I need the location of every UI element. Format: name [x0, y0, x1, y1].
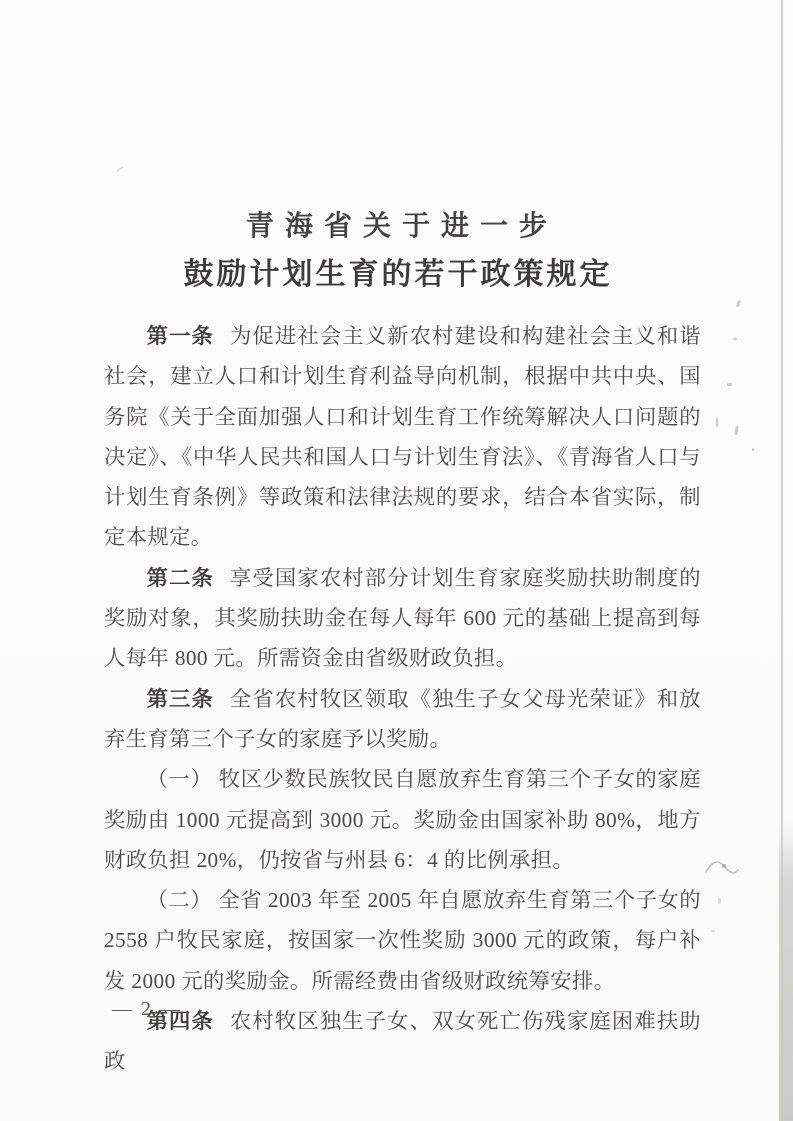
item-2-text: 全省 2003 年至 2005 年自愿放弃生育第三个子女的 2558 户牧民家庭，按国家一次性奖励 3000 元的政策，每户补发 2000 元的奖励金。所需经费由省级财政统筹安排。 — [104, 888, 702, 993]
page-number: — 2 — — [112, 998, 182, 1020]
item-2-paragraph — [104, 880, 701, 1001]
scan-speck — [716, 418, 718, 427]
article-2-paragraph — [104, 558, 701, 679]
article-1-label: 第一条 — [146, 324, 214, 348]
article-3-label: 第三条 — [146, 686, 214, 711]
scan-speck — [752, 448, 754, 451]
item-1-label: （一） — [146, 767, 213, 792]
scan-speck — [734, 426, 738, 435]
article-3-paragraph — [104, 679, 701, 760]
document-title-line2: 鼓励计划生育的若干政策规定 — [183, 258, 613, 291]
scan-edge-shadow — [779, 820, 793, 1121]
item-1-text: 牧区少数民族牧民自愿放弃生育第三个子女的家庭奖励由 1000 元提高到 3000 元。奖励金由国家补助 80%，地方财政负担 20%，仍按省与州县 6：4 的比例承担。 — [104, 767, 701, 872]
item-2-label: （二） — [146, 888, 213, 913]
scan-speck — [733, 338, 737, 340]
article-4-label: 第四条 — [146, 1009, 214, 1034]
article-2-label: 第二条 — [146, 565, 214, 590]
scan-speck — [718, 898, 721, 904]
scan-speck — [736, 300, 741, 308]
scan-speck — [727, 383, 732, 387]
article-2-text: 享受国家农村部分计划生育家庭奖励扶助制度的奖励对象，其奖励扶助金在每人每年 600 元的基础上提高到每人每年 800 元。所需资金由省级财政负担。 — [104, 565, 701, 671]
article-1-text: 为促进社会主义新农村建设和构建社会主义和谐社会，建立人口和计划生育利益导向机制，根据中共中央、国务院《关于全面加强人口和计划生育工作统筹解决人口问题的决定》、《中华人民共和国人口与计划生育法》、《青海省人口与计划生育条例》等政策和法律法规的要求，结合本省实际，制定本规定。 — [104, 324, 701, 550]
document-title-line1: 青海省关于进一步 — [245, 211, 558, 242]
document-body — [104, 316, 701, 1082]
article-1-paragraph — [104, 316, 701, 558]
scan-speck — [711, 930, 715, 932]
scan-speck — [116, 166, 124, 172]
scan-pen-mark — [703, 857, 741, 881]
article-3-text: 全省农村牧区领取《独生子女父母光荣证》和放弃生育第三个子女的家庭予以奖励。 — [104, 686, 701, 751]
article-4-paragraph — [104, 1001, 701, 1082]
item-1-paragraph — [104, 759, 701, 880]
article-4-text: 农村牧区独生子女、双女死亡伤残家庭困难扶助政 — [104, 1009, 701, 1074]
